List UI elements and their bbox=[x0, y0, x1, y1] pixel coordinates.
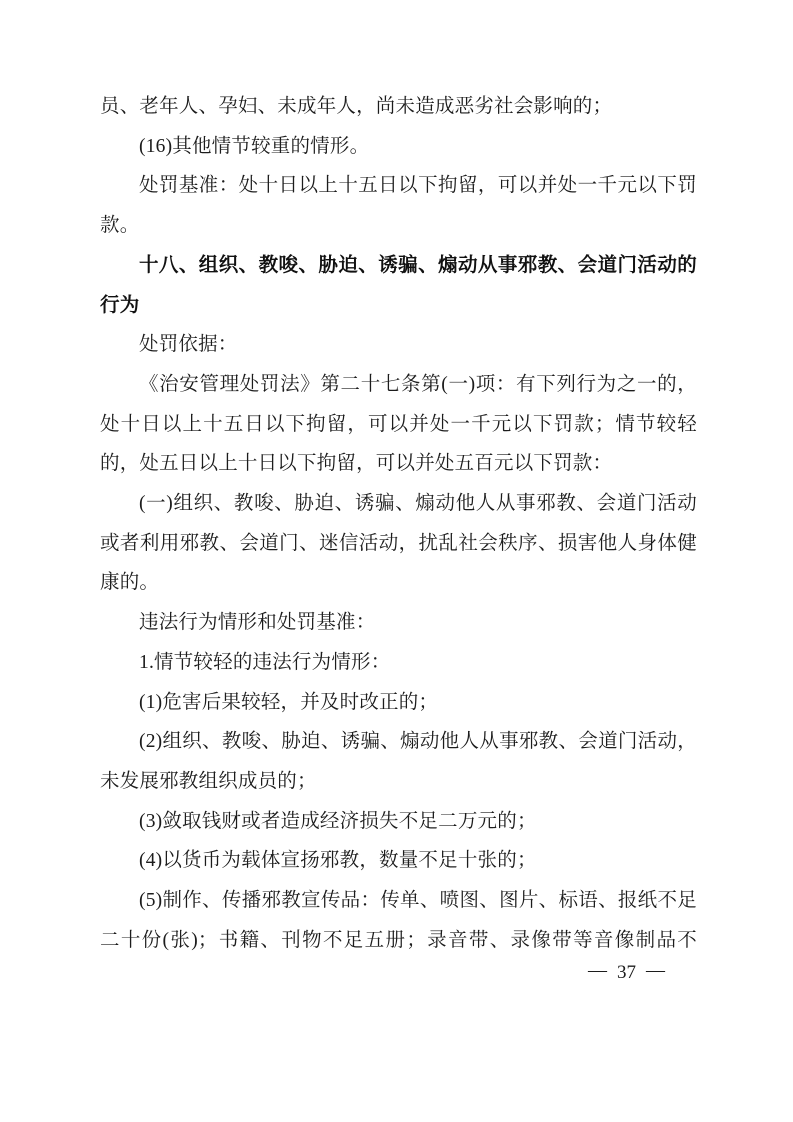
footer-right-dash: — bbox=[646, 960, 665, 981]
page-number: 37 bbox=[617, 962, 636, 983]
paragraph: (16)其他情节较重的情形。 bbox=[139, 135, 370, 157]
paragraph: (5)制作、传播邪教宣传品：传单、喷图、图片、标语、报纸不足二十份(张)；书籍、刊物不足五册；录音带、录像带等音像制品不 bbox=[100, 890, 697, 951]
paragraph: (4)以货币为载体宣扬邪教，数量不足十张的； bbox=[139, 850, 537, 872]
paragraph: (2)组织、教唆、胁迫、诱骗、煽动他人从事邪教、会道门活动，未发展邪教组织成员的； bbox=[100, 731, 697, 792]
page-footer bbox=[100, 962, 697, 984]
paragraph: 《治安管理处罚法》第二十七条第(一)项：有下列行为之一的，处十日以上十五日以下拘留，可以并处一千元以下罚款；情节较轻的，处五日以上十日以下拘留，可以并处五百元以下罚款： bbox=[100, 373, 697, 475]
paragraph: 1.情节较轻的违法行为情形： bbox=[139, 651, 391, 673]
paragraph: 员、老年人、孕妇、未成年人，尚未造成恶劣社会影响的； bbox=[100, 96, 613, 117]
paragraph: 违法行为情形和处罚基准： bbox=[139, 612, 376, 634]
paragraph: (一)组织、教唆、胁迫、诱骗、煽动他人从事邪教、会道门活动或者利用邪教、会道门、迷信活动，扰乱社会秩序、损害他人身体健康的。 bbox=[100, 493, 697, 594]
paragraph: 处罚基准：处十日以上十五日以下拘留，可以并处一千元以下罚款。 bbox=[100, 175, 697, 237]
page-content bbox=[100, 87, 697, 960]
paragraph: (1)危害后果较轻，并及时改正的； bbox=[139, 691, 439, 713]
section-heading: 十八、组织、教唆、胁迫、诱骗、煽动从事邪教、会道门活动的行为 bbox=[100, 253, 697, 316]
paragraph: (3)敛取钱财或者造成经济损失不足二万元的； bbox=[139, 810, 537, 832]
paragraph: 处罚依据： bbox=[139, 334, 238, 356]
footer-left-dash: — bbox=[588, 960, 607, 981]
